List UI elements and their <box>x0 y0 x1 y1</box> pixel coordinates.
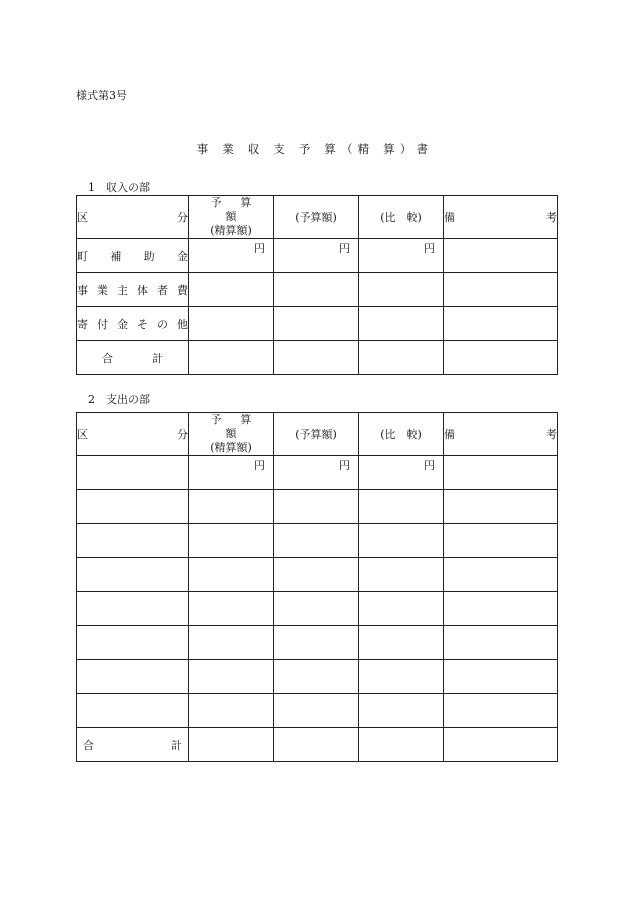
remarks-cell[interactable] <box>444 694 558 728</box>
income-table <box>76 195 558 375</box>
amount-cell[interactable] <box>189 592 274 626</box>
prev-budget-cell[interactable] <box>274 558 359 592</box>
table-row <box>77 524 558 558</box>
remarks-cell[interactable] <box>444 307 558 341</box>
comparison-cell[interactable] <box>359 694 444 728</box>
table-row <box>77 694 558 728</box>
category-cell[interactable] <box>77 524 189 558</box>
amount-cell[interactable] <box>189 307 274 341</box>
prev-budget-cell[interactable] <box>274 728 359 762</box>
prev-budget-cell[interactable] <box>274 626 359 660</box>
prev-budget-cell[interactable] <box>274 273 359 307</box>
comparison-cell[interactable] <box>359 490 444 524</box>
comparison-cell[interactable] <box>359 728 444 762</box>
category-cell[interactable] <box>77 558 189 592</box>
prev-budget-cell[interactable]: 円 <box>274 239 359 273</box>
header-budget-line1: 予 算 額 <box>210 196 260 223</box>
row-label: 町補助金 <box>77 239 189 273</box>
amount-cell[interactable]: 円 <box>189 239 274 273</box>
prev-budget-cell[interactable] <box>274 307 359 341</box>
header-category <box>77 196 189 239</box>
header-budget-amount <box>189 196 274 239</box>
prev-budget-cell[interactable] <box>274 490 359 524</box>
table-row <box>77 239 558 273</box>
total-label: 合計 <box>77 728 189 762</box>
comparison-cell[interactable] <box>359 626 444 660</box>
comparison-cell[interactable] <box>359 273 444 307</box>
header-remarks <box>444 196 558 239</box>
prev-budget-cell[interactable] <box>274 660 359 694</box>
header-remarks-left: 備 <box>444 428 455 441</box>
amount-cell[interactable] <box>189 728 274 762</box>
comparison-cell[interactable] <box>359 341 444 375</box>
header-comparison: (比 較) <box>359 196 444 239</box>
comparison-cell[interactable]: 円 <box>359 239 444 273</box>
amount-cell[interactable] <box>189 626 274 660</box>
table-header-row <box>77 413 558 456</box>
header-category-left: 区 <box>77 211 88 224</box>
header-remarks-left: 備 <box>444 211 455 224</box>
prev-budget-cell[interactable] <box>274 341 359 375</box>
header-prev-budget: (予算額) <box>274 413 359 456</box>
header-category-right: 分 <box>177 428 188 441</box>
remarks-cell[interactable] <box>444 660 558 694</box>
header-budget-line2: (精算額) <box>210 224 252 237</box>
category-cell[interactable] <box>77 626 189 660</box>
category-cell[interactable] <box>77 660 189 694</box>
comparison-cell[interactable]: 円 <box>359 456 444 490</box>
category-cell[interactable] <box>77 694 189 728</box>
prev-budget-cell[interactable]: 円 <box>274 456 359 490</box>
comparison-cell[interactable] <box>359 307 444 341</box>
comparison-cell[interactable] <box>359 660 444 694</box>
table-row <box>77 660 558 694</box>
amount-cell[interactable] <box>189 558 274 592</box>
header-budget-amount <box>189 413 274 456</box>
comparison-cell[interactable] <box>359 558 444 592</box>
header-comparison: (比 較) <box>359 413 444 456</box>
income-section-heading: 1 収入の部 <box>88 181 150 194</box>
remarks-cell[interactable] <box>444 490 558 524</box>
category-cell[interactable] <box>77 592 189 626</box>
form-number: 様式第3号 <box>76 89 127 102</box>
remarks-cell[interactable] <box>444 341 558 375</box>
header-budget-line2: (精算額) <box>210 441 252 454</box>
table-row <box>77 456 558 490</box>
remarks-cell[interactable] <box>444 456 558 490</box>
row-label: 事業主体者費 <box>77 273 189 307</box>
amount-cell[interactable] <box>189 524 274 558</box>
amount-cell[interactable] <box>189 660 274 694</box>
amount-cell[interactable] <box>189 273 274 307</box>
header-remarks-right: 考 <box>546 428 557 441</box>
remarks-cell[interactable] <box>444 524 558 558</box>
amount-cell[interactable]: 円 <box>189 456 274 490</box>
prev-budget-cell[interactable] <box>274 694 359 728</box>
amount-cell[interactable] <box>189 490 274 524</box>
total-row <box>77 341 558 375</box>
header-prev-budget: (予算額) <box>274 196 359 239</box>
remarks-cell[interactable] <box>444 728 558 762</box>
table-row <box>77 273 558 307</box>
amount-cell[interactable] <box>189 694 274 728</box>
table-row <box>77 592 558 626</box>
remarks-cell[interactable] <box>444 239 558 273</box>
table-row <box>77 307 558 341</box>
category-cell[interactable] <box>77 456 189 490</box>
remarks-cell[interactable] <box>444 558 558 592</box>
category-cell[interactable] <box>77 490 189 524</box>
expense-rows <box>77 456 558 728</box>
header-category-left: 区 <box>77 428 88 441</box>
header-budget-line1: 予 算 額 <box>210 413 260 440</box>
header-category <box>77 413 189 456</box>
document-title: 事 業 収 支 予 算（精 算）書 <box>196 142 434 156</box>
comparison-cell[interactable] <box>359 524 444 558</box>
header-remarks-right: 考 <box>546 211 557 224</box>
amount-cell[interactable] <box>189 341 274 375</box>
table-row <box>77 626 558 660</box>
header-remarks <box>444 413 558 456</box>
table-row <box>77 558 558 592</box>
prev-budget-cell[interactable] <box>274 592 359 626</box>
prev-budget-cell[interactable] <box>274 524 359 558</box>
table-header-row <box>77 196 558 239</box>
total-label: 合計 <box>77 341 189 375</box>
expense-table <box>76 412 558 762</box>
remarks-cell[interactable] <box>444 592 558 626</box>
remarks-cell[interactable] <box>444 626 558 660</box>
row-label: 寄付金その他 <box>77 307 189 341</box>
comparison-cell[interactable] <box>359 592 444 626</box>
header-category-right: 分 <box>177 211 188 224</box>
remarks-cell[interactable] <box>444 273 558 307</box>
expense-section-heading: 2 支出の部 <box>88 393 150 406</box>
table-row <box>77 490 558 524</box>
total-row <box>77 728 558 762</box>
